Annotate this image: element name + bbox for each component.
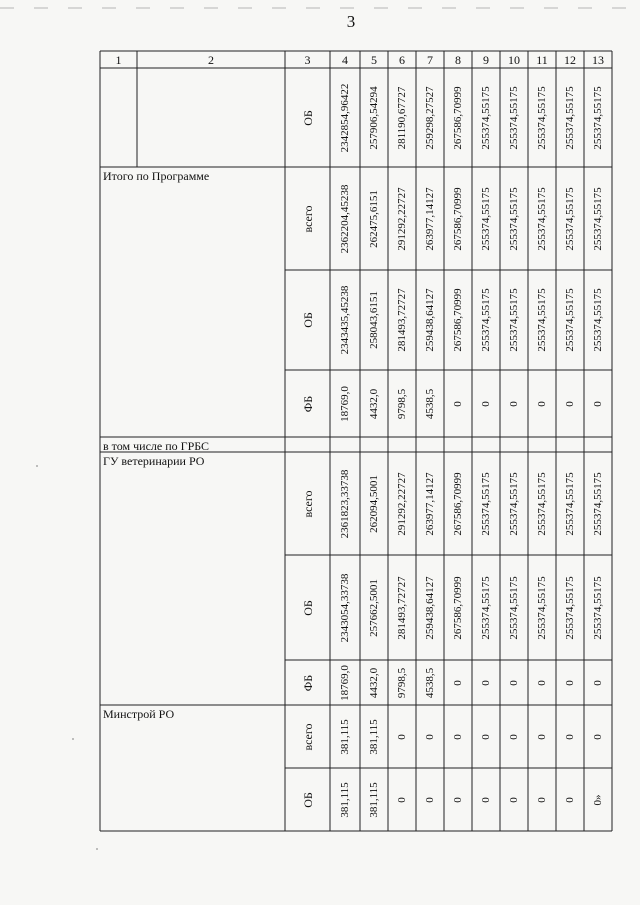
- value-cell: 263977,14127: [424, 186, 436, 251]
- value-cell: 0: [564, 679, 576, 686]
- funding-type: ФБ: [300, 395, 315, 412]
- value-cell: 255374,55175: [508, 186, 520, 251]
- column-header: 4: [342, 53, 348, 67]
- value-cell: 0: [536, 733, 548, 740]
- scan-speck: [36, 465, 38, 467]
- value-cell: 0: [480, 733, 492, 740]
- column-header: 5: [371, 53, 377, 67]
- value-cell: 262094,5001: [368, 474, 380, 533]
- column-header: 13: [592, 53, 604, 67]
- funding-type: ОБ: [300, 599, 315, 616]
- value-cell: 0: [508, 679, 520, 686]
- value-cell: 281493,72727: [396, 288, 408, 352]
- value-cell: 259438,64127: [424, 288, 436, 352]
- value-cell: 255374,55175: [480, 471, 492, 536]
- value-cell: 2342854,96422: [339, 83, 351, 152]
- value-cell: 0: [424, 733, 436, 740]
- value-cell: 0: [480, 679, 492, 686]
- value-cell: 263977,14127: [424, 471, 436, 536]
- row-label: Итого по Программе: [103, 169, 210, 183]
- value-cell: 255374,55175: [508, 575, 520, 640]
- value-cell: 381,115: [339, 718, 351, 755]
- value-cell: 9798,5: [396, 388, 408, 419]
- value-cell: 0: [564, 796, 576, 803]
- value-cell: 4432,0: [368, 667, 380, 698]
- funding-type: всего: [300, 204, 315, 233]
- value-cell: 258043,6151: [368, 291, 380, 349]
- value-cell: 255374,55175: [592, 85, 604, 150]
- column-header: 12: [564, 53, 576, 67]
- value-cell: 291292,22727: [396, 471, 408, 536]
- value-cell: 267586,70999: [452, 575, 464, 640]
- value-cell: 255374,55175: [508, 471, 520, 536]
- value-cell: 255374,55175: [508, 288, 520, 352]
- value-cell: 0: [508, 796, 520, 803]
- value-cell: 255374,55175: [564, 575, 576, 640]
- value-cell: 9798,5: [396, 667, 408, 698]
- value-cell: 255374,55175: [480, 575, 492, 640]
- value-cell: 255374,55175: [592, 288, 604, 352]
- value-cell: 255374,55175: [564, 471, 576, 536]
- value-cell: 259438,64127: [424, 575, 436, 640]
- value-cell: 255374,55175: [592, 471, 604, 536]
- value-cell: 281493,72727: [396, 575, 408, 640]
- value-cell: 18769,0: [339, 664, 351, 701]
- value-cell: 381,115: [368, 718, 380, 755]
- row-label: в том числе по ГРБС: [103, 439, 210, 453]
- value-cell: 255374,55175: [480, 186, 492, 251]
- value-cell: 255374,55175: [592, 186, 604, 251]
- value-cell: 4538,5: [424, 667, 436, 698]
- funding-type: всего: [300, 722, 315, 751]
- value-cell: 255374,55175: [564, 186, 576, 251]
- value-cell: 2343435,45238: [339, 285, 351, 355]
- value-cell: 0: [592, 679, 604, 686]
- value-cell: 0: [396, 733, 408, 740]
- value-cell: 0: [452, 679, 464, 686]
- value-cell: 255374,55175: [536, 471, 548, 536]
- value-cell: 267586,70999: [452, 186, 464, 251]
- value-cell: 255374,55175: [564, 85, 576, 150]
- value-cell: 267586,70999: [452, 288, 464, 352]
- value-cell: 262475,6151: [368, 189, 380, 248]
- value-cell: 267586,70999: [452, 471, 464, 536]
- column-header: 2: [208, 53, 214, 67]
- value-cell: 0: [508, 733, 520, 740]
- value-cell: 0: [452, 400, 464, 407]
- column-header: 6: [399, 53, 405, 67]
- column-header: 8: [455, 53, 461, 67]
- value-cell: 291292,22727: [396, 186, 408, 251]
- value-cell: 0: [536, 679, 548, 686]
- funding-type: всего: [300, 489, 315, 518]
- value-cell: 0: [536, 400, 548, 407]
- value-cell: 2361823,33738: [339, 469, 351, 538]
- column-header: 1: [115, 53, 122, 67]
- row-label: Минстрой РО: [103, 707, 175, 721]
- value-cell: 381,115: [339, 781, 351, 818]
- value-cell: 4432,0: [368, 388, 380, 419]
- value-cell: 255374,55175: [480, 288, 492, 352]
- row-label: ГУ ветеринарии РО: [103, 454, 205, 468]
- value-cell: 0: [508, 400, 520, 407]
- value-cell: 255374,55175: [480, 85, 492, 150]
- value-cell: 0: [536, 796, 548, 803]
- funding-type: ОБ: [300, 791, 315, 808]
- value-cell: 255374,55175: [536, 288, 548, 352]
- column-header: 10: [508, 53, 520, 67]
- scan-speck: [72, 738, 74, 740]
- value-cell: 255374,55175: [508, 85, 520, 150]
- value-cell: 255374,55175: [592, 575, 604, 640]
- value-cell: 0: [480, 400, 492, 407]
- funding-type: ОБ: [300, 109, 315, 126]
- column-header: 7: [427, 53, 433, 67]
- value-cell: 257906,54294: [368, 85, 380, 150]
- value-cell: 0: [564, 400, 576, 407]
- value-cell: 0»: [592, 794, 604, 805]
- value-cell: 0: [452, 796, 464, 803]
- value-cell: 0: [564, 733, 576, 740]
- value-cell: 267586,70999: [452, 85, 464, 150]
- value-cell: 18769,0: [339, 385, 351, 422]
- value-cell: 255374,55175: [536, 186, 548, 251]
- column-header: 9: [483, 53, 489, 67]
- funding-type: ОБ: [300, 312, 315, 328]
- scan-speck: [96, 848, 98, 850]
- value-cell: 255374,55175: [536, 575, 548, 640]
- value-cell: 257662,5001: [368, 578, 380, 637]
- value-cell: 255374,55175: [564, 288, 576, 352]
- value-cell: 259298,27527: [424, 85, 436, 150]
- value-cell: 0: [424, 796, 436, 803]
- column-header: 3: [304, 53, 311, 67]
- value-cell: 0: [452, 733, 464, 740]
- value-cell: 0: [592, 733, 604, 740]
- value-cell: 0: [480, 796, 492, 803]
- value-cell: 281190,67727: [396, 86, 408, 149]
- page-number: 3: [346, 12, 356, 31]
- column-header: 11: [536, 53, 548, 67]
- value-cell: 255374,55175: [536, 85, 548, 150]
- value-cell: 2362204,45238: [339, 184, 351, 253]
- value-cell: 4538,5: [424, 388, 436, 419]
- value-cell: 2343054,33738: [339, 573, 351, 642]
- funding-type: ФБ: [300, 674, 315, 691]
- value-cell: 0: [396, 796, 408, 803]
- value-cell: 0: [592, 400, 604, 407]
- value-cell: 381,115: [368, 781, 380, 818]
